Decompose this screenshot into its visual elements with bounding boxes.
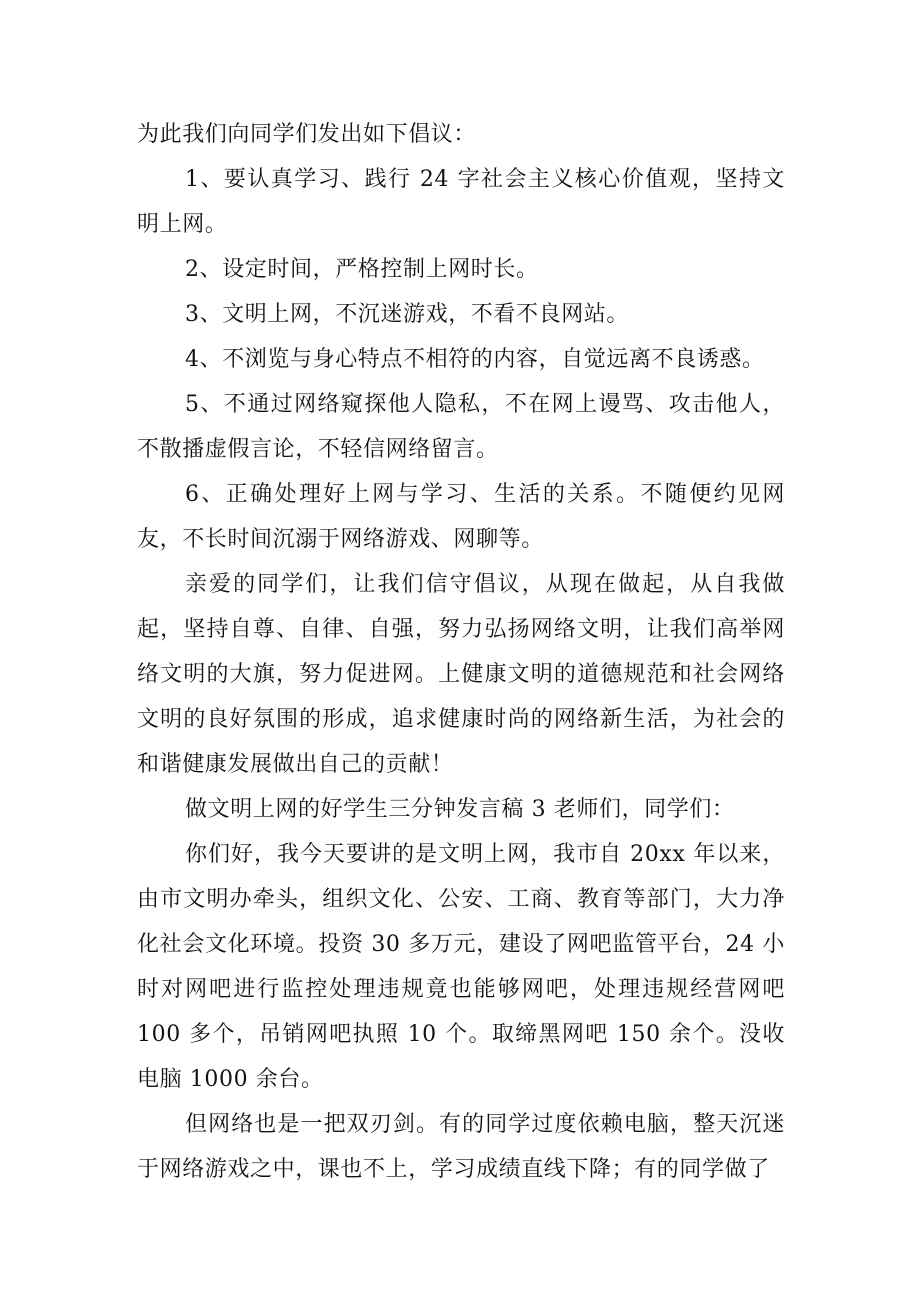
paragraph-speech-heading: 做文明上网的好学生三分钟发言稿 3 老师们，同学们： xyxy=(185,797,735,822)
paragraph-item-2: 2、设定时间，严格控制上网时长。 xyxy=(185,257,539,282)
paragraph-city-measures: 你们好，我今天要讲的是文明上网，我市自 20xx 年以来，由市文明办牵头，组织文化、公安、工商、教育等部门，大力净化社会文化环境。投资 30 多万元，建设了网吧监管平台，24 小时对网吧进行监控处理违规竟也能够网吧，处理违规经营网吧 100 多个，吊销网吧执照 10 个。取缔黑网吧 150 余个。没收电脑 1000 余台。 xyxy=(137,842,785,1092)
paragraph-double-edged: 但网络也是一把双刃剑。有的同学过度依赖电脑，整天沉迷于网络游戏之中，课也不上，学习成绩直线下降；有的同学做了 xyxy=(137,1112,785,1182)
paragraph-appeal: 亲爱的同学们，让我们信守倡议，从现在做起，从自我做起，坚持自尊、自律、自强，努力弘扬网络文明，让我们高举网络文明的大旗，努力促进网。上健康文明的道德规范和社会网络文明的良好氛围的形成，追求健康时尚的网络新生活，为社会的和谐健康发展做出自己的贡献！ xyxy=(137,572,785,777)
paragraph-item-5: 5、不通过网络窥探他人隐私，不在网上谩骂、攻击他人，不散播虚假言论，不轻信网络留言。 xyxy=(137,392,785,462)
paragraph-item-6: 6、正确处理好上网与学习、生活的关系。不随便约见网友，不长时间沉溺于网络游戏、网聊等。 xyxy=(137,482,785,552)
paragraph-item-1: 1、要认真学习、践行 24 字社会主义核心价值观，坚持文明上网。 xyxy=(137,167,785,237)
paragraph-item-3: 3、文明上网，不沉迷游戏，不看不良网站。 xyxy=(185,302,629,327)
paragraph-intro: 为此我们向同学们发出如下倡议： xyxy=(137,122,477,147)
document-body xyxy=(137,112,785,1192)
paragraph-item-4: 4、不浏览与身心特点不相符的内容，自觉远离不良诱惑。 xyxy=(185,347,765,372)
